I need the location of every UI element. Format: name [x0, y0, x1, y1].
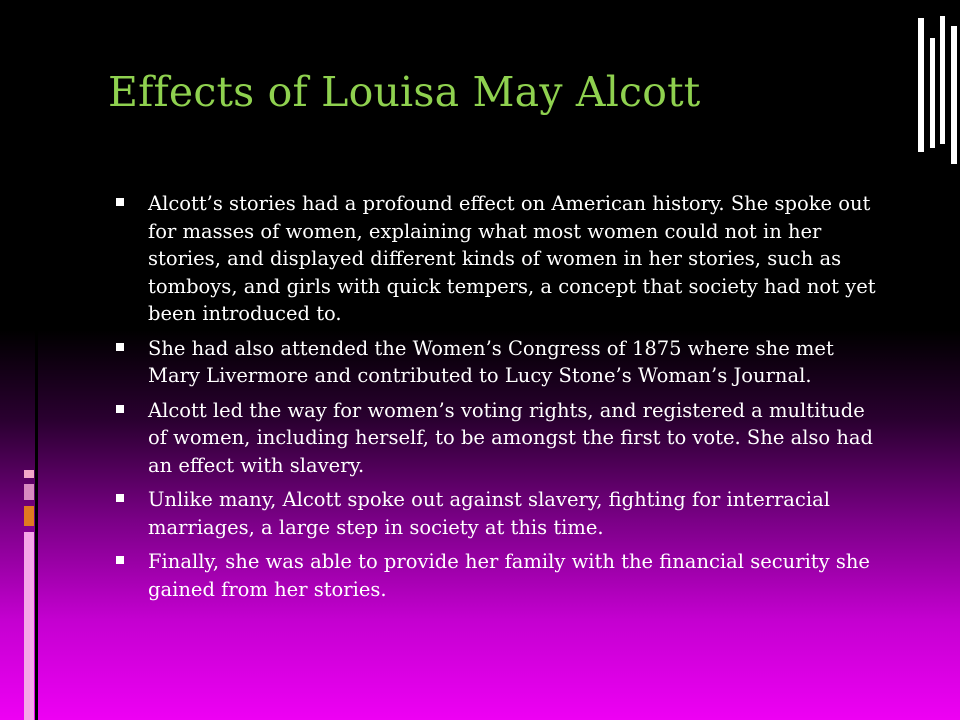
- accent-block-mauve: [24, 484, 34, 500]
- bullet-item: [110, 190, 885, 328]
- square-bullet-icon: [116, 494, 124, 502]
- slide-title: Effects of Louisa May Alcott: [108, 68, 701, 116]
- bullet-item: [110, 486, 885, 541]
- square-bullet-icon: [116, 405, 124, 413]
- bullet-list: [110, 190, 885, 610]
- bullet-item: [110, 397, 885, 480]
- square-bullet-icon: [116, 343, 124, 351]
- accent-bar-2: [930, 38, 935, 148]
- accent-bar-1: [918, 18, 924, 152]
- bullet-text: Alcott’s stories had a profound effect on American history. She spoke out for masses of women, explaining what most women could not in her stories, and displayed different kinds of women in her stories, such as tomboys, and girls with quick tempers, a concept that society had not yet been introduced to.: [148, 192, 876, 325]
- square-bullet-icon: [116, 556, 124, 564]
- bullet-text: She had also attended the Women’s Congress of 1875 where she met Mary Livermore and contributed to Lucy Stone’s Woman’s Journal.: [148, 336, 834, 387]
- accent-bar-3: [940, 16, 945, 144]
- accent-bar-4: [951, 26, 957, 164]
- bullet-text: Unlike many, Alcott spoke out against slavery, fighting for interracial marriages, a large step in society at this time.: [148, 488, 830, 539]
- right-accent-bars: [918, 8, 960, 158]
- accent-block-tall: [24, 532, 34, 720]
- bullet-item: [110, 335, 885, 390]
- accent-block-pink: [24, 470, 34, 478]
- accent-block-orange: [24, 506, 34, 526]
- bullet-text: Finally, she was able to provide her family with the financial security she gained from her stories.: [148, 550, 870, 601]
- bullet-text: Alcott led the way for women’s voting rights, and registered a multitude of women, including herself, to be amongst the first to vote. She also had an effect with slavery.: [148, 398, 874, 477]
- bullet-item: [110, 548, 885, 603]
- square-bullet-icon: [116, 198, 124, 206]
